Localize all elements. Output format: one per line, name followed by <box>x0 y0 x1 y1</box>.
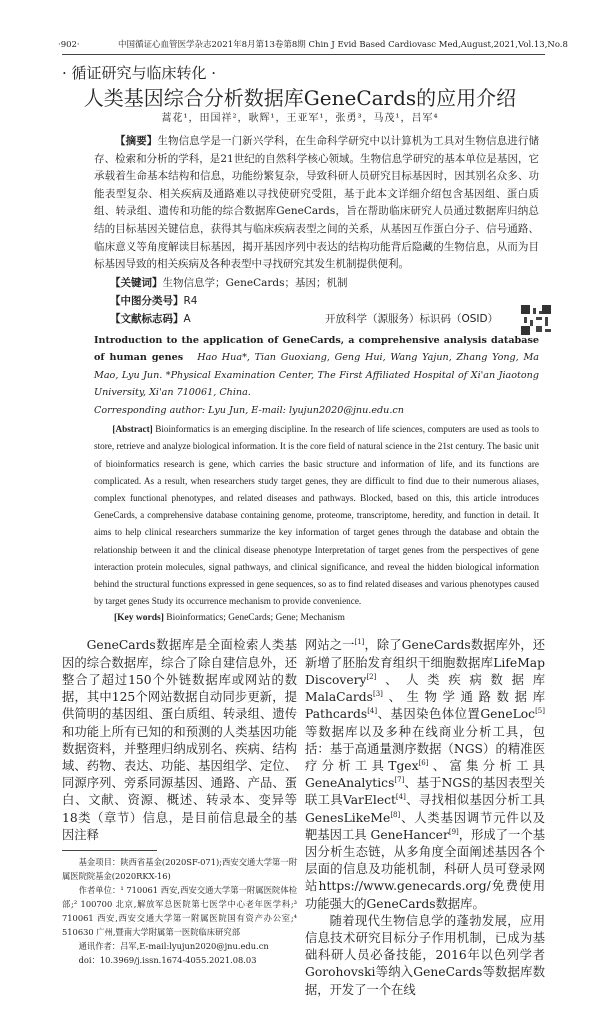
english-title: Introduction to the application of GeneCards, a comprehensive analysis database of human genes <box>94 334 539 364</box>
funding-note: 基金项目：陕西省基金(2020SF-071);西安交通大学第一附属医院院基金(2020RKX-16) <box>62 856 297 881</box>
footnotes <box>62 855 297 967</box>
affiliations-note: 作者单位：¹ 710061 西安,西安交通大学第一附属医院体检部;² 100700 北京,解放军总医院第七医学中心老年医学科;³ 710061 西安,西安交通大学第一附属医院国有资产办公室;⁴ 510630 广州,暨南大学附属第一医院临床研究部 <box>62 884 297 937</box>
footnote-divider <box>62 850 157 851</box>
citation[interactable]: [4] <box>395 793 406 802</box>
keywords-text: 生物信息学；GeneCards；基因；机制 <box>162 276 348 289</box>
running-header <box>58 40 568 55</box>
english-keywords-label: [Key words] <box>114 613 164 624</box>
classification-value: R4 <box>183 294 198 307</box>
front-matter <box>94 133 539 627</box>
doc-code-value: A <box>183 312 191 325</box>
citation[interactable]: [1] <box>354 638 365 647</box>
citation[interactable]: [6] <box>418 758 429 767</box>
citation[interactable]: [7] <box>394 776 405 785</box>
english-abstract <box>94 421 539 610</box>
body-paragraph: 随着现代生物信息学的蓬勃发展，应用信息技术研究目标分子作用机制，已成为基础科研人员必备技能，2016年以色列学者Gorohovski等纳入GeneCards等数据库数据，开发了一个在线 <box>305 913 545 997</box>
english-abstract-label: [Abstract] <box>112 424 153 435</box>
english-corresponding-author: Corresponding author: Lyu Jun, E-mail: lyujun2020@jnu.edu.cn <box>94 404 404 416</box>
journal-citation: 中国循证心血管医学杂志2021年8月第13卷第8期 Chin J Evid Based Cardiovasc Med,August,2021,Vol.13,No.8 <box>118 40 568 50</box>
citation[interactable]: [2] <box>366 672 377 681</box>
body-right-column <box>305 637 545 998</box>
english-authors: Hao Hua*, Tian Guoxiang, Geng Hui, Wang Yajun, Zhang Yong, Ma Mao, Lyu Jun. *Physical Examination Center, The First Affiliated Hospital of Xi'an Jiaotong University, Xi'an 710061, China. <box>94 352 539 399</box>
section-heading: · 循证研究与临床转化 · <box>62 64 217 82</box>
body-paragraph: GeneCards数据库是全面检索人类基因的综合数据库，综合了除自建信息外，还整合了超过150个外链数据库或网站的数据，其中125个网站数据自动同步更新，提供简明的基因组、蛋白质组、转录组、遗传和功能上所有已知的和预测的人类基因功能数据资料，并整理归纳成别名、疾病、结构域、药物、表达、功能、基因组学、定位、同源序列、旁系同源基因、通路、产品、蛋白、文献、资源、概述、转录本、变异等18类（章节）信息，是目前信息最全的基因注释 <box>62 638 297 842</box>
abstract-text: 生物信息学是一门新兴学科，在生命科学研究中以计算机为工具对生物信息进行储存、检索和分析的学科，是21世纪的自然科学核心领域。生物信息学研究的基本单位是基因，它承载着生命基本结构和信息，功能纷繁复杂，导致科研人员研究目标基因时，因其别名众多、功能表型复杂、相关疾病及通路难以寻找使研究受阻，基于此本文详细介绍包含基因组、蛋白质组、转录组、遗传和功能的综合数据库GeneCards，旨在帮助临床研究人员通过数据库归纳总结的目标基因关键信息，获得其与临床疾病表型之间的关系，从基因互作蛋白分子、信号通路、临床意义等角度解读目标基因，揭开基因序列中表达的结构功能背后隐藏的生物信息，从而为目标基因导致的相关疾病及各种表型中寻找研究其发生机制提供便利。 <box>94 135 540 271</box>
english-keywords-text: Bioinformatics; GeneCards; Gene; Mechanism <box>166 613 345 624</box>
chinese-abstract <box>94 133 539 274</box>
english-abstract-text: Bioinformatics is an emerging discipline. In the research of life sciences, computers are used as tools to store, retrieve and analyze biological information. It is the core field of natural science in the 21st century. The basic unit of bioinformatics research is gene, which carries the basic structure and information of life, and its functions are complicated. As a result, when researchers study target genes, they are difficult to find due to their numerous aliases, complex functional phenotypes, and related diseases and pathways. Blocked, based on this, this article introduces GeneCards, a comprehensive database containing genome, proteome, transcriptome, heredity, and function in detail. It aims to help clinical researchers summarize the key information of target genes through the database and obtain the relationship between it and the clinical disease phenotype Interpretation of target genes from the perspectives of gene interaction protein molecules, signal pathways, and clinical significance, and reveal the hidden biological information behind the structural functions expressed in gene sequences, so as to find related diseases and various phenotypes caused by target genes Study its occurrence mechanism to provide convenience. <box>94 424 539 607</box>
classification-label: 【中图分类号】 <box>110 294 184 307</box>
abstract-label: 【摘要】 <box>115 135 158 147</box>
classification-number <box>94 292 539 310</box>
keywords-cn <box>94 274 539 292</box>
document-code <box>94 310 539 328</box>
citation[interactable]: [3] <box>373 690 383 698</box>
left-column <box>62 637 297 998</box>
english-title-block <box>94 332 539 420</box>
body-columns <box>62 637 545 998</box>
author-list: 蒿花¹，田国祥²，耿辉¹，王亚军¹，张勇³，马茂¹，吕军⁴ <box>161 113 439 124</box>
english-keywords <box>94 610 539 627</box>
citation[interactable]: [5] <box>535 707 545 716</box>
citation[interactable]: [4] <box>367 707 378 716</box>
article-title: 人类基因综合分析数据库GeneCards的应用介绍 <box>83 86 517 110</box>
doi[interactable]: doi：10.3969/j.issn.1674-4055.2021.08.03 <box>78 954 257 965</box>
citation[interactable]: [9] <box>448 827 459 836</box>
doc-code-label: 【文献标志码】 <box>110 312 184 325</box>
body-left-column <box>62 637 297 843</box>
qr-code-icon[interactable] <box>521 305 551 335</box>
corresponding-note: 通讯作者：吕军,E-mail:lyujun2020@jnu.edu.cn <box>78 940 269 951</box>
osid-label: 开放科学（源服务）标识码（OSID） <box>325 312 499 325</box>
body-paragraph: 网站之一[1]，除了GeneCards数据库外，还新增了胚胎发育组织干细胞数据库LifeMap Discovery[2]、人类疾病数据库MalaCards[3]、生物学通路数据库Pathcards[4]、基因染色体位置GeneLoc[5]等数据库以及多种在线商业分析工具，包括：基于高通量测序数据（NGS）的精准医疗分析工具Tgex[6]、富集分析工具GeneAnalytics[7]、基于NGS的基因表型关联工具VarElect[4]、寻找相似基因分析工具GenesLikeMe[8]、人类基因调节元件以及靶基因工具 GeneHancer[9]，形成了一个基因分析生态链，从多角度全面阐述基因各个层面的信息及功能机制，科研人员可登录网站https://www.genecards.org/免费使用功能强大的GeneCards数据库。 <box>305 638 545 911</box>
page-number: ·902· <box>58 40 80 50</box>
keywords-label: 【关键词】 <box>110 276 163 289</box>
citation[interactable]: [8] <box>390 810 401 819</box>
